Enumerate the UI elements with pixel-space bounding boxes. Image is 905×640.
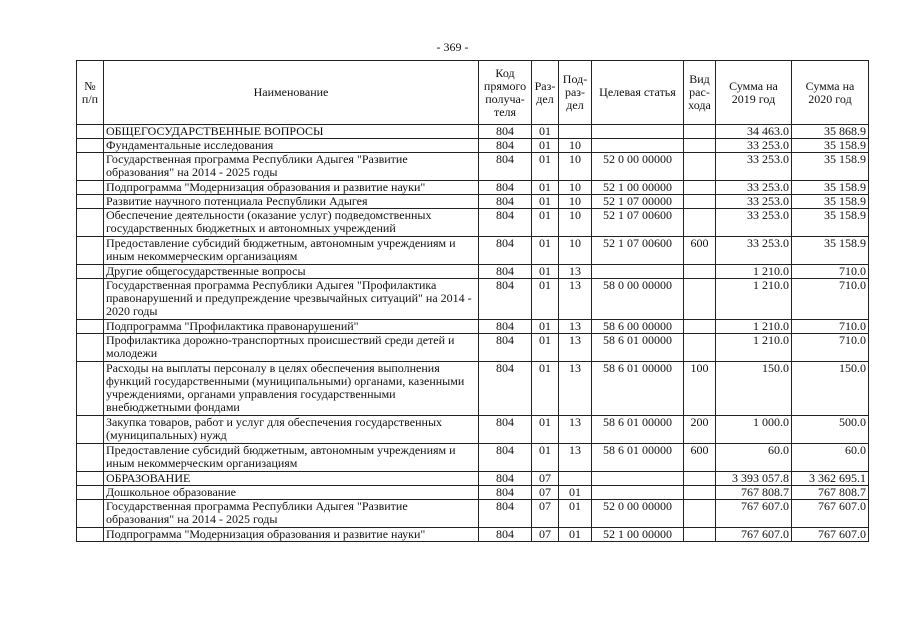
- cell-expense-type: [684, 153, 716, 181]
- cell-num: [77, 472, 104, 486]
- header-sum-2019: Сумма на 2019 год: [716, 61, 792, 125]
- cell-subsection: 13: [559, 279, 592, 320]
- cell-num: [77, 195, 104, 209]
- cell-recipient-code: 804: [479, 209, 532, 237]
- cell-expense-type: [684, 528, 716, 542]
- cell-sum-2020: 35 158.9: [792, 209, 869, 237]
- cell-subsection: 01: [559, 486, 592, 500]
- header-sum-2020: Сумма на 2020 год: [792, 61, 869, 125]
- table-row: [77, 444, 869, 472]
- cell-name: Фундаментальные исследования: [104, 139, 479, 153]
- cell-num: [77, 139, 104, 153]
- cell-name: Подпрограмма "Модернизация образования и развитие науки": [104, 528, 479, 542]
- table-row: [77, 279, 869, 320]
- cell-section: 01: [532, 237, 559, 265]
- cell-num: [77, 153, 104, 181]
- cell-expense-type: 100: [684, 362, 716, 416]
- cell-recipient-code: 804: [479, 125, 532, 139]
- cell-recipient-code: 804: [479, 153, 532, 181]
- cell-sum-2020: 60.0: [792, 444, 869, 472]
- cell-target-article: 58 6 01 00000: [592, 416, 684, 444]
- cell-recipient-code: 804: [479, 500, 532, 528]
- cell-name: Закупка товаров, работ и услуг для обеспечения государственных (муниципальных) нужд: [104, 416, 479, 444]
- cell-target-article: [592, 265, 684, 279]
- cell-sum-2019: 1 000.0: [716, 416, 792, 444]
- cell-expense-type: [684, 486, 716, 500]
- cell-sum-2020: 35 158.9: [792, 181, 869, 195]
- table-row: [77, 320, 869, 334]
- table-body: [77, 125, 869, 542]
- header-name: Наименование: [104, 61, 479, 125]
- cell-sum-2019: 33 253.0: [716, 209, 792, 237]
- cell-subsection: 01: [559, 528, 592, 542]
- cell-num: [77, 500, 104, 528]
- cell-sum-2020: 710.0: [792, 279, 869, 320]
- cell-name: Предоставление субсидий бюджетным, автономным учреждениям и иным некоммерческим организациям: [104, 237, 479, 265]
- cell-expense-type: [684, 181, 716, 195]
- cell-subsection: 01: [559, 500, 592, 528]
- header-section: Раз-дел: [532, 61, 559, 125]
- cell-target-article: [592, 139, 684, 153]
- budget-table: [76, 60, 869, 542]
- cell-sum-2020: 3 362 695.1: [792, 472, 869, 486]
- cell-sum-2020: 35 158.9: [792, 153, 869, 181]
- cell-num: [77, 362, 104, 416]
- page-number: - 369 -: [436, 40, 469, 54]
- cell-subsection: 13: [559, 320, 592, 334]
- cell-num: [77, 320, 104, 334]
- cell-num: [77, 528, 104, 542]
- cell-section: 01: [532, 444, 559, 472]
- cell-name: Предоставление субсидий бюджетным, автономным учреждениям и иным некоммерческим организациям: [104, 444, 479, 472]
- cell-target-article: 58 0 00 00000: [592, 279, 684, 320]
- cell-target-article: 52 0 00 00000: [592, 153, 684, 181]
- cell-sum-2019: 1 210.0: [716, 334, 792, 362]
- cell-expense-type: 600: [684, 444, 716, 472]
- cell-recipient-code: 804: [479, 416, 532, 444]
- cell-recipient-code: 804: [479, 279, 532, 320]
- cell-name: Государственная программа Республики Адыгея "Профилактика правонарушений и предупреждение чрезвычайных ситуаций" на 2014 - 2020 годы: [104, 279, 479, 320]
- cell-sum-2019: 33 253.0: [716, 181, 792, 195]
- cell-target-article: 58 6 01 00000: [592, 362, 684, 416]
- cell-section: 01: [532, 279, 559, 320]
- table-row: [77, 209, 869, 237]
- cell-sum-2019: 3 393 057.8: [716, 472, 792, 486]
- cell-sum-2020: 150.0: [792, 362, 869, 416]
- cell-section: 07: [532, 528, 559, 542]
- cell-sum-2019: 767 607.0: [716, 500, 792, 528]
- cell-num: [77, 181, 104, 195]
- cell-sum-2019: 33 253.0: [716, 153, 792, 181]
- cell-subsection: 13: [559, 265, 592, 279]
- cell-num: [77, 125, 104, 139]
- table-row: [77, 125, 869, 139]
- cell-target-article: 58 6 00 00000: [592, 320, 684, 334]
- cell-name: Профилактика дорожно-транспортных происшествий среди детей и молодежи: [104, 334, 479, 362]
- cell-section: 07: [532, 486, 559, 500]
- cell-target-article: 52 1 07 00600: [592, 209, 684, 237]
- cell-target-article: [592, 125, 684, 139]
- cell-section: 01: [532, 209, 559, 237]
- cell-expense-type: 200: [684, 416, 716, 444]
- cell-name: Государственная программа Республики Адыгея "Развитие образования" на 2014 - 2025 годы: [104, 500, 479, 528]
- cell-recipient-code: 804: [479, 139, 532, 153]
- cell-subsection: 13: [559, 362, 592, 416]
- header-subsection: Под-раз-дел: [559, 61, 592, 125]
- header-row: [77, 61, 869, 125]
- cell-section: 01: [532, 334, 559, 362]
- header-num: № п/п: [77, 61, 104, 125]
- cell-num: [77, 334, 104, 362]
- cell-sum-2019: 150.0: [716, 362, 792, 416]
- cell-recipient-code: 804: [479, 528, 532, 542]
- cell-target-article: 58 6 01 00000: [592, 444, 684, 472]
- cell-sum-2019: 1 210.0: [716, 279, 792, 320]
- cell-subsection: 13: [559, 444, 592, 472]
- cell-sum-2019: 33 253.0: [716, 195, 792, 209]
- cell-subsection: 13: [559, 416, 592, 444]
- cell-name: Подпрограмма "Модернизация образования и развитие науки": [104, 181, 479, 195]
- table-row: [77, 265, 869, 279]
- cell-num: [77, 486, 104, 500]
- cell-section: 01: [532, 125, 559, 139]
- cell-expense-type: [684, 320, 716, 334]
- cell-name: ОБЩЕГОСУДАРСТВЕННЫЕ ВОПРОСЫ: [104, 125, 479, 139]
- cell-section: 01: [532, 416, 559, 444]
- cell-expense-type: [684, 279, 716, 320]
- cell-subsection: 10: [559, 195, 592, 209]
- cell-name: Государственная программа Республики Адыгея "Развитие образования" на 2014 - 2025 годы: [104, 153, 479, 181]
- cell-sum-2019: 60.0: [716, 444, 792, 472]
- table-row: [77, 472, 869, 486]
- cell-section: 01: [532, 320, 559, 334]
- cell-sum-2019: 34 463.0: [716, 125, 792, 139]
- cell-expense-type: [684, 500, 716, 528]
- cell-section: 07: [532, 472, 559, 486]
- cell-section: 01: [532, 362, 559, 416]
- cell-recipient-code: 804: [479, 362, 532, 416]
- table-row: [77, 528, 869, 542]
- cell-recipient-code: 804: [479, 320, 532, 334]
- table-row: [77, 139, 869, 153]
- cell-expense-type: [684, 334, 716, 362]
- cell-subsection: [559, 472, 592, 486]
- cell-target-article: [592, 472, 684, 486]
- cell-expense-type: 600: [684, 237, 716, 265]
- table-row: [77, 181, 869, 195]
- cell-section: 07: [532, 500, 559, 528]
- cell-name: Дошкольное образование: [104, 486, 479, 500]
- cell-name: Расходы на выплаты персоналу в целях обеспечения выполнения функций государственными (муниципальными) органами, казенными учреждениями, органами управления государственными внебюджетными фондами: [104, 362, 479, 416]
- cell-subsection: 10: [559, 153, 592, 181]
- table-row: [77, 416, 869, 444]
- cell-target-article: [592, 486, 684, 500]
- cell-sum-2020: 500.0: [792, 416, 869, 444]
- cell-recipient-code: 804: [479, 237, 532, 265]
- cell-sum-2020: 35 868.9: [792, 125, 869, 139]
- table-row: [77, 195, 869, 209]
- cell-sum-2020: 767 808.7: [792, 486, 869, 500]
- cell-sum-2019: 767 808.7: [716, 486, 792, 500]
- header-target-article: Целевая статья: [592, 61, 684, 125]
- cell-recipient-code: 804: [479, 486, 532, 500]
- cell-subsection: [559, 125, 592, 139]
- cell-target-article: 52 1 07 00000: [592, 195, 684, 209]
- table-row: [77, 334, 869, 362]
- cell-recipient-code: 804: [479, 265, 532, 279]
- cell-recipient-code: 804: [479, 181, 532, 195]
- cell-section: 01: [532, 195, 559, 209]
- cell-num: [77, 209, 104, 237]
- cell-num: [77, 279, 104, 320]
- cell-sum-2019: 1 210.0: [716, 265, 792, 279]
- cell-recipient-code: 804: [479, 472, 532, 486]
- cell-expense-type: [684, 195, 716, 209]
- cell-target-article: 52 0 00 00000: [592, 500, 684, 528]
- cell-expense-type: [684, 265, 716, 279]
- cell-recipient-code: 804: [479, 195, 532, 209]
- cell-expense-type: [684, 139, 716, 153]
- cell-target-article: 52 1 07 00600: [592, 237, 684, 265]
- cell-section: 01: [532, 181, 559, 195]
- cell-subsection: 10: [559, 237, 592, 265]
- table-row: [77, 237, 869, 265]
- cell-name: Развитие научного потенциала Республики Адыгея: [104, 195, 479, 209]
- cell-num: [77, 444, 104, 472]
- header-expense-type: Вид рас-хода: [684, 61, 716, 125]
- cell-recipient-code: 804: [479, 444, 532, 472]
- cell-sum-2020: 35 158.9: [792, 139, 869, 153]
- cell-num: [77, 265, 104, 279]
- cell-name: Обеспечение деятельности (оказание услуг) подведомственных государственных бюджетных и автономных учреждений: [104, 209, 479, 237]
- cell-expense-type: [684, 472, 716, 486]
- table-row: [77, 153, 869, 181]
- cell-sum-2019: 767 607.0: [716, 528, 792, 542]
- cell-sum-2019: 33 253.0: [716, 237, 792, 265]
- cell-section: 01: [532, 139, 559, 153]
- cell-sum-2020: 710.0: [792, 320, 869, 334]
- header-recipient-code: Код прямого получа-теля: [479, 61, 532, 125]
- cell-expense-type: [684, 125, 716, 139]
- table-row: [77, 500, 869, 528]
- cell-sum-2020: 767 607.0: [792, 500, 869, 528]
- cell-sum-2020: 710.0: [792, 334, 869, 362]
- cell-subsection: 10: [559, 139, 592, 153]
- cell-name: Другие общегосударственные вопросы: [104, 265, 479, 279]
- table-row: [77, 362, 869, 416]
- cell-subsection: 10: [559, 209, 592, 237]
- cell-target-article: 58 6 01 00000: [592, 334, 684, 362]
- cell-sum-2019: 33 253.0: [716, 139, 792, 153]
- cell-name: ОБРАЗОВАНИЕ: [104, 472, 479, 486]
- cell-subsection: 13: [559, 334, 592, 362]
- cell-target-article: 52 1 00 00000: [592, 181, 684, 195]
- cell-num: [77, 416, 104, 444]
- cell-section: 01: [532, 265, 559, 279]
- cell-section: 01: [532, 153, 559, 181]
- cell-subsection: 10: [559, 181, 592, 195]
- cell-sum-2020: 35 158.9: [792, 195, 869, 209]
- cell-sum-2020: 710.0: [792, 265, 869, 279]
- cell-sum-2019: 1 210.0: [716, 320, 792, 334]
- cell-sum-2020: 767 607.0: [792, 528, 869, 542]
- cell-num: [77, 237, 104, 265]
- cell-recipient-code: 804: [479, 334, 532, 362]
- cell-expense-type: [684, 209, 716, 237]
- table-row: [77, 486, 869, 500]
- cell-name: Подпрограмма "Профилактика правонарушений": [104, 320, 479, 334]
- cell-target-article: 52 1 00 00000: [592, 528, 684, 542]
- cell-sum-2020: 35 158.9: [792, 237, 869, 265]
